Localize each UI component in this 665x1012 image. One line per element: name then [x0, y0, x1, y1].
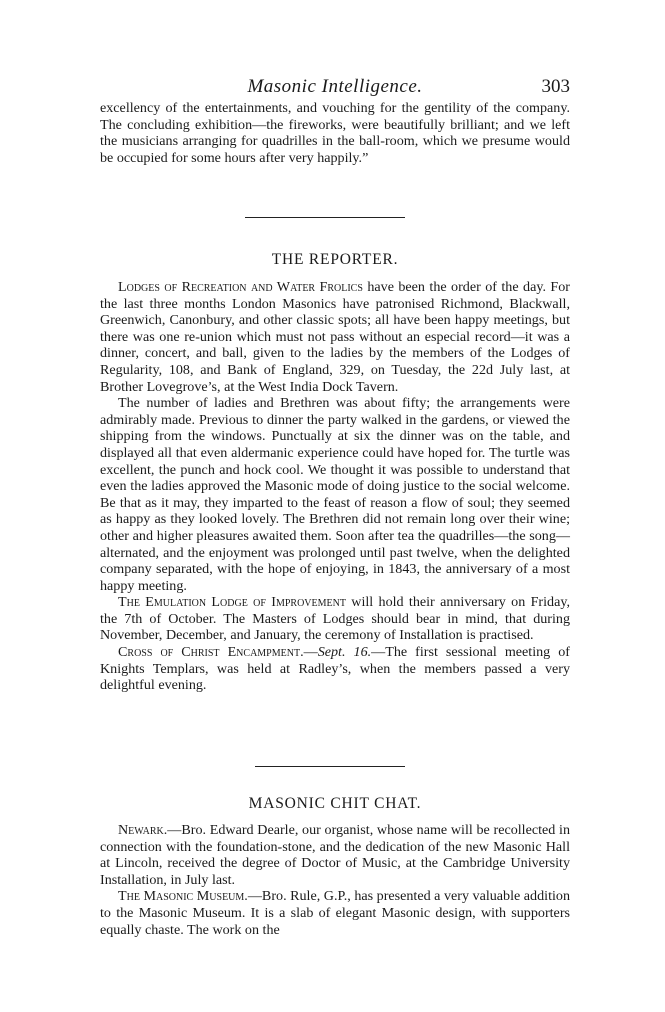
encampment-lead: Cross of Christ Encampment.	[118, 644, 304, 661]
chitchat-paragraph-1-text: —Bro. Edward Dearle, our organist, whose name will be recollected in connection with the foundation-stone, and the dedication of the new Masonic Hall at Lincoln, received the degree of Doctor of Music, at the Cambridge University Installation, in July last.	[100, 822, 570, 888]
reporter-paragraph-2: The number of ladies and Brethren was about fifty; the arrangements were admirably made. Previous to dinner the party walked in the gardens, or viewed the shipping from the windows. Punctually at six the dinner was on the table, and displayed all that even aldermanic experience could have hoped for. The turtle was excellent, the punch and hock cool. We thought it was possible to understand that even the ladies approved the Masonic mode of doing justice to the social welcome. Be that as it may, they imparted to the feast of reason a flow of soul; they seemed as happy as they looked lovely. The Brethren did not remain long over their wine; other and higher pleasures awaited them. Soon after tea the quadrilles—the song—alternated, and the enjoyment was prolonged until past twelve, when the delighted company separated, with the hope of enjoying, in 1843, the anniversary of a most happy meeting.	[100, 395, 570, 594]
encampment-date: Sept. 16.	[317, 644, 372, 661]
reporter-heading: THE REPORTER.	[271, 251, 399, 268]
page-number: 303	[541, 76, 570, 97]
chitchat-paragraph-1	[100, 822, 570, 888]
emulation-lodge-lead: The Emulation Lodge of Improvement	[118, 594, 346, 611]
masonic-museum-lead: The Masonic Museum.	[118, 888, 248, 905]
reporter-paragraph-4	[100, 644, 570, 694]
encampment-dash: —	[303, 644, 318, 661]
intro-paragraph: excellency of the entertainments, and vouching for the gentility of the company. The concluding exhibition—the fireworks, were beautifully brilliant; and we left the musicians arranging for quadrilles in the ball-room, which we presume would be occupied for some hours after very happily.”	[100, 100, 570, 166]
lodges-lead: Lodges of Recreation and Water Frolics	[118, 279, 363, 295]
newark-lead: Newark.	[118, 822, 168, 838]
reporter-paragraph-1-text: have been the order of the day. For the last three months London Masonics have patronised Richmond, Blackwall, Greenwich, Canonbury, and other classic spots; all have been happy meetings, but there was one re-union which must not pass without an especial record—it was a dinner, concert, and ball, given to the ladies by the members of the Lodges of Regularity, 108, and Bank of England, 329, on Tuesday, the 22d July last, at Brother Lovegrove’s, at the West India Dock Tavern.	[100, 279, 570, 395]
chitchat-heading: MASONIC CHIT CHAT.	[248, 795, 422, 812]
reporter-paragraph-1	[100, 279, 570, 395]
section-divider-rule	[245, 217, 405, 218]
reporter-paragraph-3-text: will hold their anniversary on Friday, the 7th of October. The Masters of Lodges should bear in mind, that during November, December, and January, the ceremony of Installation is practised.	[100, 594, 570, 644]
running-title: Masonic Intelligence.	[247, 76, 423, 97]
chitchat-section	[100, 822, 570, 938]
reporter-paragraph-3	[100, 594, 570, 644]
chitchat-paragraph-2	[100, 888, 570, 938]
section-divider-rule	[255, 766, 405, 767]
page-header	[100, 76, 570, 100]
intro-paragraph-block	[100, 100, 570, 166]
reporter-paragraph-4-text: —The first sessional meeting of Knights Templars, was held at Radley’s, when the members passed a very delightful evening.	[100, 644, 570, 694]
chitchat-paragraph-2-text: —Bro. Rule, G.P., has presented a very valuable addition to the Masonic Museum. It is a slab of elegant Masonic design, with supporters equally chaste. The work on the	[100, 888, 570, 938]
reporter-section	[100, 279, 570, 694]
